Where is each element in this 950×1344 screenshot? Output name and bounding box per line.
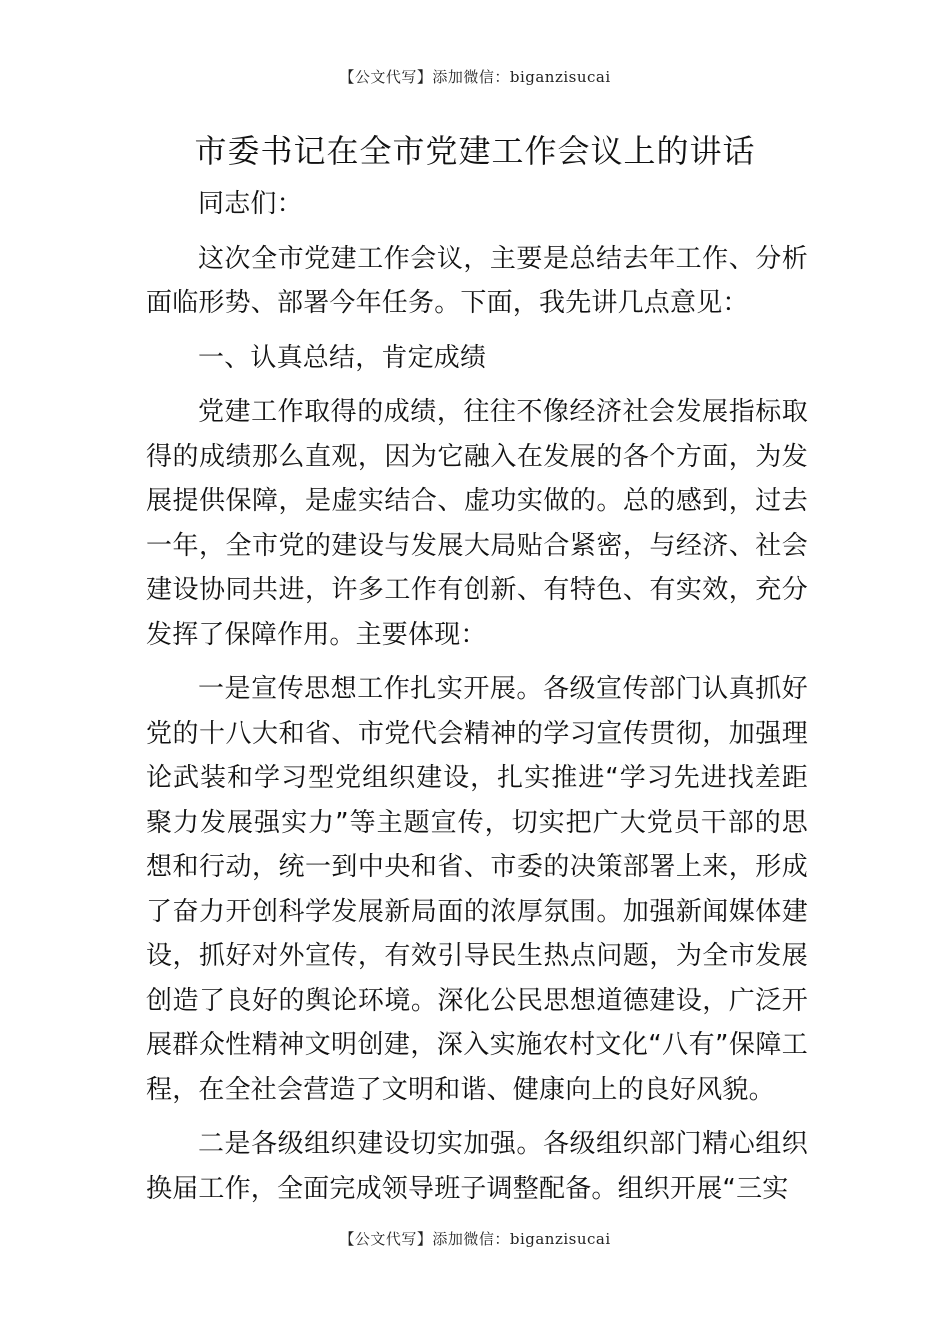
document-body xyxy=(146,182,808,1211)
section-heading: 一、认真总结，肯定成绩 xyxy=(198,342,487,373)
body-paragraph: 一是宣传思想工作扎实开展。各级宣传部门认真抓好党的十八大和省、市党代会精神的学习宣传贯彻，加强理论武装和学习型党组织建设，扎实推进“学习先进找差距聚力发展强实力”等主题宣传，切实把广大党员干部的思想和行动，统一到中央和省、市委的决策部署上来，形成了奋力开创科学发展新局面的浓厚氛围。加强新闻媒体建设，抓好对外宣传，有效引导民生热点问题，为全市发展创造了良好的舆论环境。深化公民思想道德建设，广泛开展群众性精神文明创建，深入实施农村文化“八有”保障工程，在全社会营造了文明和谐、健康向上的良好风貌。 xyxy=(146,674,808,1105)
document-title: 市委书记在全市党建工作会议上的讲话 xyxy=(194,132,756,170)
body-paragraph: 这次全市党建工作会议，主要是总结去年工作、分析面临形势、部署今年任务。下面，我先讲几点意见： xyxy=(146,243,808,318)
body-paragraph: 二是各级组织建设切实加强。各级组织部门精心组织换届工作，全面完成领导班子调整配备。组织开展“三实 xyxy=(146,1129,808,1204)
header-watermark-note: 【公文代写】添加微信：biganzisucai xyxy=(339,68,611,86)
salutation: 同志们： xyxy=(198,189,303,219)
footer-watermark-note: 【公文代写】添加微信：biganzisucai xyxy=(339,1230,611,1248)
body-paragraph: 党建工作取得的成绩，往往不像经济社会发展指标取得的成绩那么直观，因为它融入在发展的各个方面，为发展提供保障，是虚实结合、虚功实做的。总的感到，过去一年，全市党的建设与发展大局贴合紧密，与经济、社会建设协同共进，许多工作有创新、有特色、有实效，充分发挥了保障作用。主要体现： xyxy=(146,397,808,650)
